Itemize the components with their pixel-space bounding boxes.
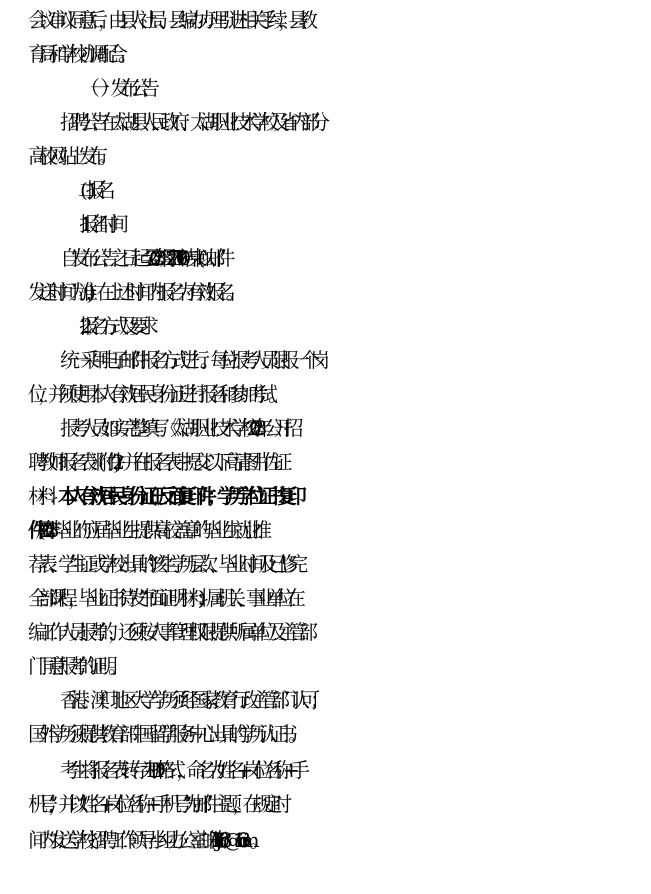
paragraph-line: 香港、澳门地区大学学历须经国家教育行政主管部门认可； bbox=[60, 688, 320, 712]
paragraph-line: 聘教师报名表》(附件 2)，并在报名表中提交以下高清图片佐证 bbox=[28, 450, 283, 474]
section-heading: （一）发布公告 bbox=[80, 76, 150, 100]
paragraph-line: 招聘公告在太湖县人民政府、太湖职业技术学校及省内部分 bbox=[60, 110, 320, 134]
paragraph-line bbox=[0, 478, 651, 514]
paragraph-line: 发送时间为准)，在上述时间内报名为有效报名。 bbox=[28, 280, 236, 304]
paragraph-line: 位，并须使用本人有效居民身份证进行报名和参加考试。 bbox=[28, 382, 278, 406]
subsection-heading: 2.报名方式及要求 bbox=[80, 314, 150, 338]
paragraph-line: 机号”，并以“姓名+岗位名称+手机号”为邮件主题，在规定时 bbox=[28, 792, 283, 816]
paragraph-line: 育局和学校协调配合。 bbox=[28, 42, 128, 66]
paragraph-line: 间内发送学校招聘工作领导小组办公室邮箱 thzj1103@163.com。 bbox=[28, 828, 260, 852]
line-text: (属 2023 年毕业的应届毕业生提供高校盖章的毕业生就业推 bbox=[38, 518, 263, 542]
paragraph-line: 荐表、学生证或学校出具的“该生学历层次、毕业时间及已修完 bbox=[28, 552, 299, 576]
paragraph-line: 全部课程，毕业证书待发”书面证明材料)；属机关、事业单位在 bbox=[28, 586, 297, 610]
line-text: 材料： bbox=[28, 484, 58, 508]
paragraph-line: 门同意报考的证明。 bbox=[28, 654, 118, 678]
paragraph-line: 统一采用电子邮件报名方式进行。每位报考人员限报一个岗 bbox=[60, 348, 320, 372]
bold-text: 件 bbox=[28, 518, 38, 542]
paragraph-line: 报考人员如实完整填写《太湖职业技术学校 2023 年公开招 bbox=[60, 416, 294, 440]
paragraph-line bbox=[0, 512, 651, 548]
paragraph-line: 国外学历须提供教育部中国留学服务中心出具的学历认证书。 bbox=[28, 722, 298, 746]
paragraph-line: 编工作人员报考的，还须按人事管理权限提供所属单位及主管部 bbox=[28, 620, 308, 644]
paragraph-line: 高校网站上发布。 bbox=[28, 144, 108, 168]
section-heading: (二)报名 bbox=[80, 178, 106, 202]
paragraph-line: 考生将报名表转存为 PDF 格式，命名为“姓名+岗位名称+手 bbox=[60, 758, 300, 782]
bold-text: 本人有效居民身份证(正反面)复印件；学历学位证书复印 bbox=[58, 484, 297, 508]
subsection-heading: 1.报名时间 bbox=[80, 212, 120, 236]
paragraph-line: 会议审议同意后，由县人社局、县编办办理引进相关手续，县教 bbox=[28, 8, 308, 32]
paragraph-line: 自发布公告之日起至 2023 年 3 月 27 日 17:00 结束(以邮件 bbox=[60, 246, 226, 270]
